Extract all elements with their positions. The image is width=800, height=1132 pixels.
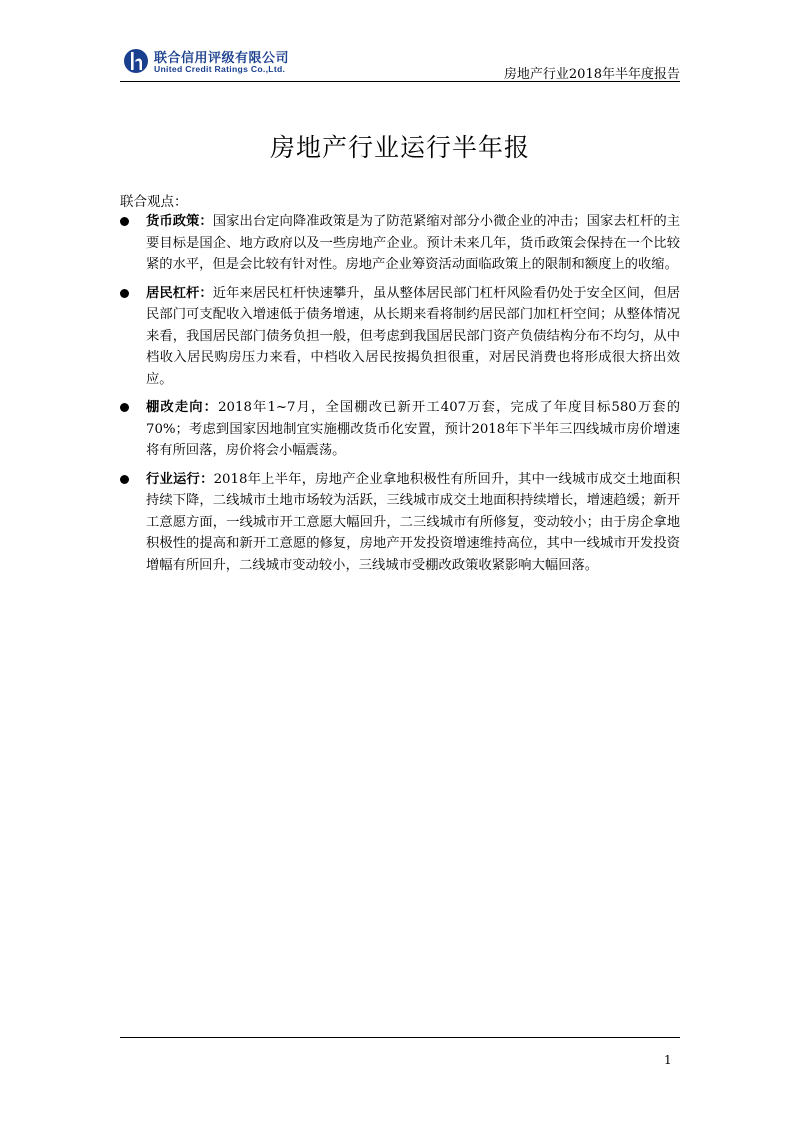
page-number: 1 [664,1053,672,1067]
bullet-text: 2018年1~7月，全国棚改已新开工407万套，完成了年度目标580万套的70%；考虑到国家因地制宜实施棚改货币化安置，预计2018年下半年三四线城市房价增速将有所回落，房价将会小幅震荡。 [146,400,681,458]
logo-name-en: United Credit Ratings Co.,Ltd. [154,64,286,74]
bullet-item-household-leverage [120,283,680,391]
bullet-label: 行业运行： [146,471,214,487]
company-logo [120,44,320,80]
page-header [120,44,680,84]
bullet-dot-icon [120,217,129,226]
bullet-label: 货币政策： [146,214,213,229]
bullet-text: 2018年上半年，房地产企业拿地积极性有所回升，其中一线城市成交土地面积持续下降，二线城市土地市场较为活跃，三线城市成交土地面积持续增长，增速趋缓；新开工意愿方面，一线城市开工意愿大幅回升，二三线城市有所修复，变动较小；由于房企拿地积极性的提高和新开工意愿的修复，房地产开发投资增速维持高位，其中一线城市开发投资增幅有所回升，二线城市变动较小，三线城市受棚改政策收紧影响大幅回落。 [146,471,680,573]
bullet-text: 国家出台定向降准政策是为了防范紧缩对部分小微企业的冲击；国家去杠杆的主要目标是国企、地方政府以及一些房地产企业。预计未来几年，货币政策会保持在一个比较紧的水平，但是会比较有针对性。房地产企业筹资活动面临政策上的限制和额度上的收缩。 [146,214,681,272]
document-title: 房地产行业运行半年报 [269,133,530,162]
bullet-dot-icon [120,289,129,298]
bullet-item-industry-operation [120,469,680,577]
logo-name-cn: 联合信用评级有限公司 [154,51,290,66]
bullet-item-shantytown-renovation [120,397,680,462]
bullet-label: 棚改走向： [146,400,219,415]
bullet-item-monetary-policy [120,211,680,276]
bullet-dot-icon [120,403,129,412]
bullet-label: 居民杠杆： [146,285,213,301]
bullet-dot-icon [120,475,129,484]
header-divider [120,81,680,82]
logo-mark-icon [123,48,149,74]
intro-label: 联合观点： [120,194,188,210]
running-title: 房地产行业2018年半年度报告 [503,67,680,82]
footer-divider [120,1037,680,1038]
key-points-list [120,211,680,583]
bullet-text: 近年来居民杠杆快速攀升，虽从整体居民部门杠杆风险看仍处于安全区间，但居民部门可支配收入增速低于债务增速，从长期来看将制约居民部门加杠杆空间；从整体情况来看，我国居民部门债务负担一般，但考虑到我国居民部门资产负债结构分布不均匀，从中档收入居民购房压力来看，中档收入居民按揭负担很重，对居民消费也将形成很大挤出效应。 [146,285,681,387]
